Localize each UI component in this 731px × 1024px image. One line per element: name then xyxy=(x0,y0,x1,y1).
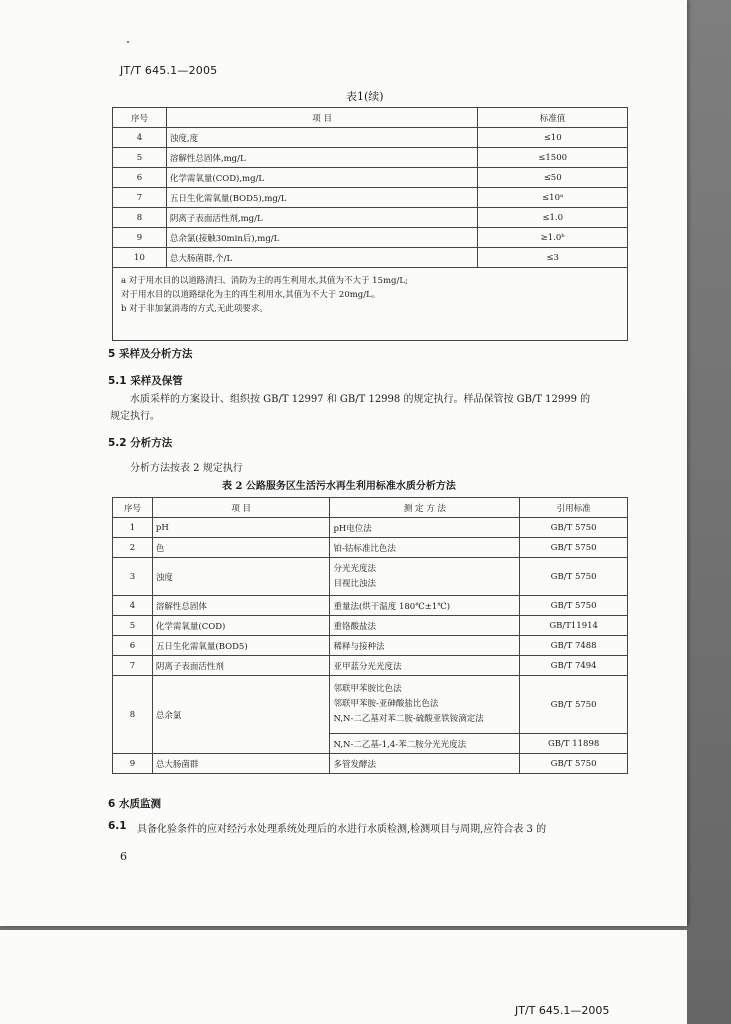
cell-method: 多管发酵法 xyxy=(330,754,520,774)
cell-item: 五日生化需氧量(BOD5) xyxy=(152,636,330,656)
cell-no: 6 xyxy=(113,636,153,656)
col-header-standard: 引用标准 xyxy=(520,498,628,518)
cell-method: 重铬酸盐法 xyxy=(330,616,520,636)
col-header-value: 标准值 xyxy=(478,108,628,128)
section-5-1-para-line1: 水质采样的方案设计、组织按 GB/T 12997 和 GB/T 12998 的规定执行。样品保管按 GB/T 12999 的 xyxy=(130,394,591,405)
next-page xyxy=(0,930,687,1024)
cell-method: 重量法(烘干温度 180℃±1℃) xyxy=(330,596,520,616)
section-5-1-para-line2: 规定执行。 xyxy=(110,411,160,422)
table-row xyxy=(113,128,628,148)
cell-standard: GB/T 5750 xyxy=(520,538,628,558)
cell-no: 9 xyxy=(113,754,153,774)
cell-item: 总大肠菌群,个/L xyxy=(166,248,477,268)
viewer-side-panel xyxy=(687,0,731,1024)
table-row xyxy=(113,188,628,208)
cell-item: 浊度 xyxy=(152,558,330,596)
cell-standard: GB/T 5750 xyxy=(520,518,628,538)
page-number: 6 xyxy=(120,850,127,863)
method-line: 邻联甲苯胺-亚砷酸盐比色法 xyxy=(333,699,439,709)
table-notes xyxy=(113,268,628,341)
table-notes-row xyxy=(113,268,628,341)
cell-standard: GB/T11914 xyxy=(520,616,628,636)
cell-standard: GB/T 11898 xyxy=(520,734,628,754)
table-row xyxy=(113,754,628,774)
section-5-2-para: 分析方法按表 2 规定执行 xyxy=(130,463,243,474)
cell-method: 亚甲蓝分光光度法 xyxy=(330,656,520,676)
cell-item: 化学需氧量(COD),mg/L xyxy=(166,168,477,188)
cell-standard: GB/T 5750 xyxy=(520,676,628,734)
cell-no: 1 xyxy=(113,518,153,538)
cell-no: 7 xyxy=(113,656,153,676)
cell-no: 3 xyxy=(113,558,153,596)
table1 xyxy=(112,107,628,341)
table-row xyxy=(113,168,628,188)
method-line: 邻联甲苯胺比色法 xyxy=(333,684,402,694)
table-row xyxy=(113,616,628,636)
table-row xyxy=(113,228,628,248)
section-5-1-heading: 5.1 采样及保管 xyxy=(108,375,183,387)
cell-no: 2 xyxy=(113,538,153,558)
section-5-2-heading: 5.2 分析方法 xyxy=(108,437,173,449)
table-header-row xyxy=(113,498,628,518)
method-line: 分光光度法 xyxy=(333,563,376,574)
table-row xyxy=(113,208,628,228)
section-6-heading: 6 水质监测 xyxy=(108,798,161,810)
cell-no: 9 xyxy=(113,228,167,248)
col-header-method: 测 定 方 法 xyxy=(330,498,520,518)
cell-no: 5 xyxy=(113,148,167,168)
col-header-item: 项 目 xyxy=(166,108,477,128)
table1-caption: 表1(续) xyxy=(346,90,384,103)
note-a-line1: a 对于用水目的以道路清扫、消防为主的再生利用水,其值为不大于 15mg/L; xyxy=(121,276,408,286)
cell-no: 8 xyxy=(113,208,167,228)
cell-method: N,N-二乙基-1,4-苯二胺分光光度法 xyxy=(330,734,520,754)
table-row xyxy=(113,248,628,268)
table-row xyxy=(113,636,628,656)
table-row xyxy=(113,596,628,616)
section-5-heading: 5 采样及分析方法 xyxy=(108,348,193,360)
cell-standard: GB/T 7494 xyxy=(520,656,628,676)
note-a-line2: 对于用水目的以道路绿化为主的再生利用水,其值为不大于 20mg/L。 xyxy=(121,290,381,300)
next-page-header-code: JT/T 645.1—2005 xyxy=(515,1004,610,1017)
cell-method: pH电位法 xyxy=(330,518,520,538)
cell-method xyxy=(330,558,520,596)
cell-item: 阴离子表面活性剂 xyxy=(152,656,330,676)
table-row xyxy=(113,518,628,538)
col-header-no: 序号 xyxy=(113,108,167,128)
cell-item: 溶解性总固体 xyxy=(152,596,330,616)
cell-value: ≥1.0ᵇ xyxy=(478,228,628,248)
cell-no: 6 xyxy=(113,168,167,188)
cell-no: 4 xyxy=(113,128,167,148)
scan-dot xyxy=(127,41,129,43)
cell-method: 铂-钴标准比色法 xyxy=(330,538,520,558)
cell-value: ≤3 xyxy=(478,248,628,268)
cell-standard: GB/T 7488 xyxy=(520,636,628,656)
cell-item: 五日生化需氧量(BOD5),mg/L xyxy=(166,188,477,208)
cell-item: pH xyxy=(152,518,330,538)
note-b: b 对于非加氯消毒的方式,无此项要求。 xyxy=(121,304,268,314)
cell-value: ≤10 xyxy=(478,128,628,148)
cell-item: 阴离子表面活性剂,mg/L xyxy=(166,208,477,228)
cell-no: 4 xyxy=(113,596,153,616)
page-header-code: JT/T 645.1—2005 xyxy=(120,64,218,77)
section-6-1-text: 具备化验条件的应对经污水处理系统处理后的水进行水质检测,检测项目与周期,应符合表 3 的 xyxy=(137,824,547,835)
table-header-row xyxy=(113,108,628,128)
table2-caption: 表 2 公路服务区生活污水再生利用标准水质分析方法 xyxy=(222,481,456,492)
section-6-1-number: 6.1 xyxy=(108,820,127,832)
table-row xyxy=(113,538,628,558)
cell-item: 总余氯 xyxy=(152,676,330,754)
cell-method xyxy=(330,676,520,734)
cell-no: 7 xyxy=(113,188,167,208)
cell-standard: GB/T 5750 xyxy=(520,596,628,616)
table-row xyxy=(113,558,628,596)
cell-item: 化学需氧量(COD) xyxy=(152,616,330,636)
cell-no: 5 xyxy=(113,616,153,636)
cell-item: 溶解性总固体,mg/L xyxy=(166,148,477,168)
cell-value: ≤50 xyxy=(478,168,628,188)
cell-no: 10 xyxy=(113,248,167,268)
cell-item: 总余氯(接触30min后),mg/L xyxy=(166,228,477,248)
col-header-no: 序号 xyxy=(113,498,153,518)
cell-value: ≤1500 xyxy=(478,148,628,168)
cell-method: 稀释与接种法 xyxy=(330,636,520,656)
method-line: N,N-二乙基对苯二胺-硫酸亚铁铵滴定法 xyxy=(333,714,484,724)
col-header-item: 项 目 xyxy=(152,498,330,518)
table-row xyxy=(113,656,628,676)
method-line: 目视比浊法 xyxy=(333,578,376,589)
cell-standard: GB/T 5750 xyxy=(520,558,628,596)
table-row xyxy=(113,676,628,734)
cell-no: 8 xyxy=(113,676,153,754)
cell-value: ≤1.0 xyxy=(478,208,628,228)
table2 xyxy=(112,497,628,774)
cell-item: 色 xyxy=(152,538,330,558)
cell-standard: GB/T 5750 xyxy=(520,754,628,774)
cell-value: ≤10ᵃ xyxy=(478,188,628,208)
cell-item: 总大肠菌群 xyxy=(152,754,330,774)
table-row xyxy=(113,148,628,168)
cell-item: 浊度,度 xyxy=(166,128,477,148)
